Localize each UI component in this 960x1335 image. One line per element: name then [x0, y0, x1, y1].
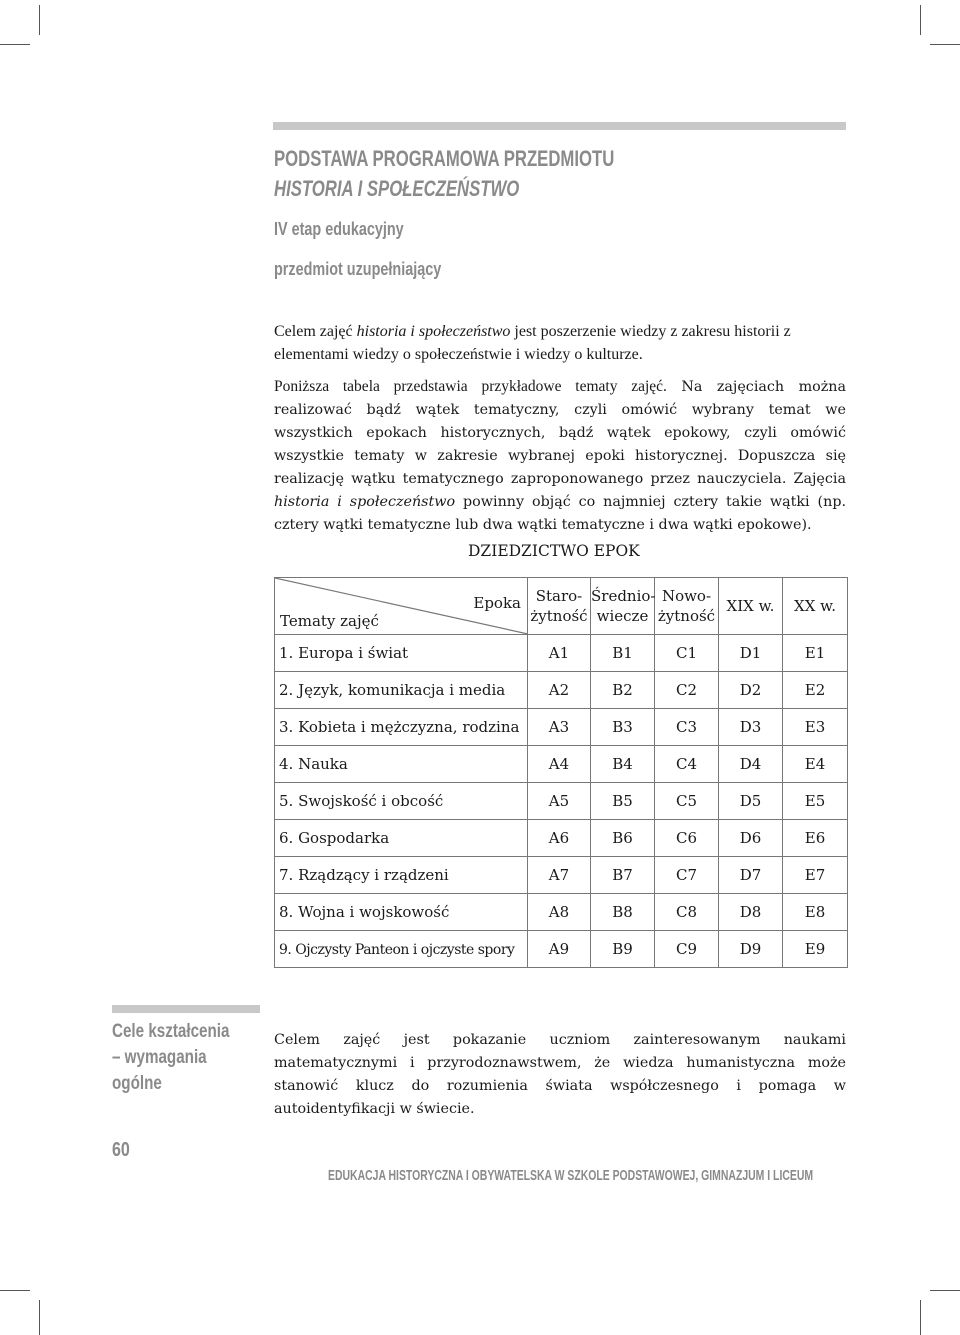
table-cell: E5: [783, 783, 848, 820]
column-header: XX w.: [783, 578, 848, 635]
crop-mark: [920, 5, 921, 35]
table-cell: B9: [591, 931, 655, 968]
header-rule: [273, 122, 846, 130]
table-row: [275, 635, 848, 672]
column-header: Staro- żytność: [528, 578, 591, 635]
table-cell: C6: [655, 820, 719, 857]
table-cell: C8: [655, 894, 719, 931]
table-row: [275, 857, 848, 894]
body-subject: historia i społeczeństwo: [274, 494, 456, 510]
column-header: Średnio- wiecze: [591, 578, 655, 635]
table-cell: C7: [655, 857, 719, 894]
table-cell: B5: [591, 783, 655, 820]
topic-cell: 8. Wojna i wojskowość: [275, 894, 528, 931]
table-cell: E1: [783, 635, 848, 672]
table-cell: B8: [591, 894, 655, 931]
table-row: [275, 709, 848, 746]
page-title: PODSTAWA PROGRAMOWA PRZEDMIOTU: [274, 146, 615, 171]
table-cell: D1: [719, 635, 783, 672]
table-cell: D3: [719, 709, 783, 746]
table-cell: A6: [528, 820, 591, 857]
table-cell: D8: [719, 894, 783, 931]
table-cell: D7: [719, 857, 783, 894]
table-cell: E3: [783, 709, 848, 746]
table-header-row: [275, 578, 848, 635]
subject-title: HISTORIA I SPOŁECZEŃSTWO: [274, 176, 520, 201]
table-cell: A8: [528, 894, 591, 931]
intro-subject: historia i społeczeństwo: [356, 323, 511, 340]
table-cell: B6: [591, 820, 655, 857]
body-sentence-1: Poniższa tabela przedstawia przykładowe tematy zajęć.: [274, 378, 667, 395]
table-row: [275, 783, 848, 820]
intro-rest: jest poszerzenie wiedzy z zakresu historii z elementami wiedzy o społeczeństwie i wiedzy o kulturze.: [274, 323, 791, 363]
table-cell: E6: [783, 820, 848, 857]
table-cell: E2: [783, 672, 848, 709]
table-cell: C3: [655, 709, 719, 746]
side-label-line: Cele kształcenia: [112, 1021, 230, 1042]
table-title: DZIEDZICTWO EPOK: [468, 542, 640, 560]
topic-cell: [275, 931, 528, 968]
body-sentence-3: powinny objąć co najmniej cztery takie wątki (np. cztery wątki tematyczne lub dwa wątki tematyczne i dwa wątki epokowe).: [274, 494, 847, 533]
crop-mark: [0, 1290, 30, 1291]
table-cell: A9: [528, 931, 591, 968]
epochs-table: [274, 577, 848, 968]
table-cell: B7: [591, 857, 655, 894]
table-cell: C5: [655, 783, 719, 820]
corner-epoch-label: Epoka: [473, 594, 521, 612]
column-header: XIX w.: [719, 578, 783, 635]
corner-topics-label: Tematy zajęć: [280, 612, 379, 630]
table-cell: B4: [591, 746, 655, 783]
running-footer: EDUKACJA HISTORYCZNA I OBYWATELSKA W SZKOLE PODSTAWOWEJ, GIMNAZJUM I LICEUM: [328, 1168, 814, 1184]
intro-paragraph: [274, 320, 846, 366]
table-cell: D2: [719, 672, 783, 709]
page-number: 60: [112, 1139, 130, 1161]
table-cell: A5: [528, 783, 591, 820]
table-row: [275, 894, 848, 931]
topic-cell: 1. Europa i świat: [275, 635, 528, 672]
subject-type-label: przedmiot uzupełniający: [274, 259, 442, 279]
table-row: [275, 931, 848, 968]
intro-lead: Celem zajęć: [274, 323, 357, 340]
table-cell: C1: [655, 635, 719, 672]
table-row: [275, 746, 848, 783]
topic-cell: 5. Swojskość i obcość: [275, 783, 528, 820]
table-row: [275, 820, 848, 857]
table-cell: D9: [719, 931, 783, 968]
side-label-line: ogólne: [112, 1073, 162, 1094]
sidebar-rule: [112, 1005, 260, 1013]
topic-text: 9. Ojczysty Panteon i ojczyste spory: [279, 942, 515, 958]
table-cell: E8: [783, 894, 848, 931]
table-cell: C9: [655, 931, 719, 968]
topic-cell: 2. Język, komunikacja i media: [275, 672, 528, 709]
side-label-line: – wymagania: [112, 1047, 207, 1068]
table-cell: D4: [719, 746, 783, 783]
body-sentence-2: Na zajęciach można realizować bądź wątek tematyczny, czyli omówić wybrany temat we wszystkich epokach historycznych, bądź wątek epokowy, czyli omówić wszystkie tematy w zakresie wybranej epoki historycznej. Dopuszcza się realizację wątku tematycznego zaproponowanego przez nauczyciela. Zajęcia: [274, 379, 847, 487]
table-cell: B2: [591, 672, 655, 709]
table-cell: D6: [719, 820, 783, 857]
topic-cell: 6. Gospodarka: [275, 820, 528, 857]
stage-label: IV etap edukacyjny: [274, 219, 404, 239]
topic-cell: 4. Nauka: [275, 746, 528, 783]
table-cell: A1: [528, 635, 591, 672]
table-cell: D5: [719, 783, 783, 820]
table-row: [275, 672, 848, 709]
table-cell: A7: [528, 857, 591, 894]
crop-mark: [0, 44, 30, 45]
body-paragraph: [274, 375, 846, 537]
table-cell: E9: [783, 931, 848, 968]
crop-mark: [39, 5, 40, 35]
crop-mark: [930, 1290, 960, 1291]
table-cell: C4: [655, 746, 719, 783]
crop-mark: [930, 44, 960, 45]
topic-cell: 3. Kobieta i mężczyzna, rodzina: [275, 709, 528, 746]
table-cell: A3: [528, 709, 591, 746]
table-cell: A2: [528, 672, 591, 709]
table-cell: C2: [655, 672, 719, 709]
goals-paragraph: Celem zajęć jest pokazanie uczniom zainteresowanym naukami matematycznymi i przyrodoznawstwem, że wiedza humanistyczna może stanowić klucz do rozumienia świata współczesnego i pomaga w autoidentyfikacji w świecie.: [274, 1032, 846, 1117]
crop-mark: [920, 1300, 921, 1335]
corner-cell: [275, 578, 528, 635]
crop-mark: [39, 1300, 40, 1335]
column-header: Nowo- żytność: [655, 578, 719, 635]
table-cell: A4: [528, 746, 591, 783]
table-cell: B3: [591, 709, 655, 746]
table-cell: E7: [783, 857, 848, 894]
table-cell: B1: [591, 635, 655, 672]
topic-cell: 7. Rządzący i rządzeni: [275, 857, 528, 894]
table-cell: E4: [783, 746, 848, 783]
goals-side-label: [112, 1019, 229, 1097]
